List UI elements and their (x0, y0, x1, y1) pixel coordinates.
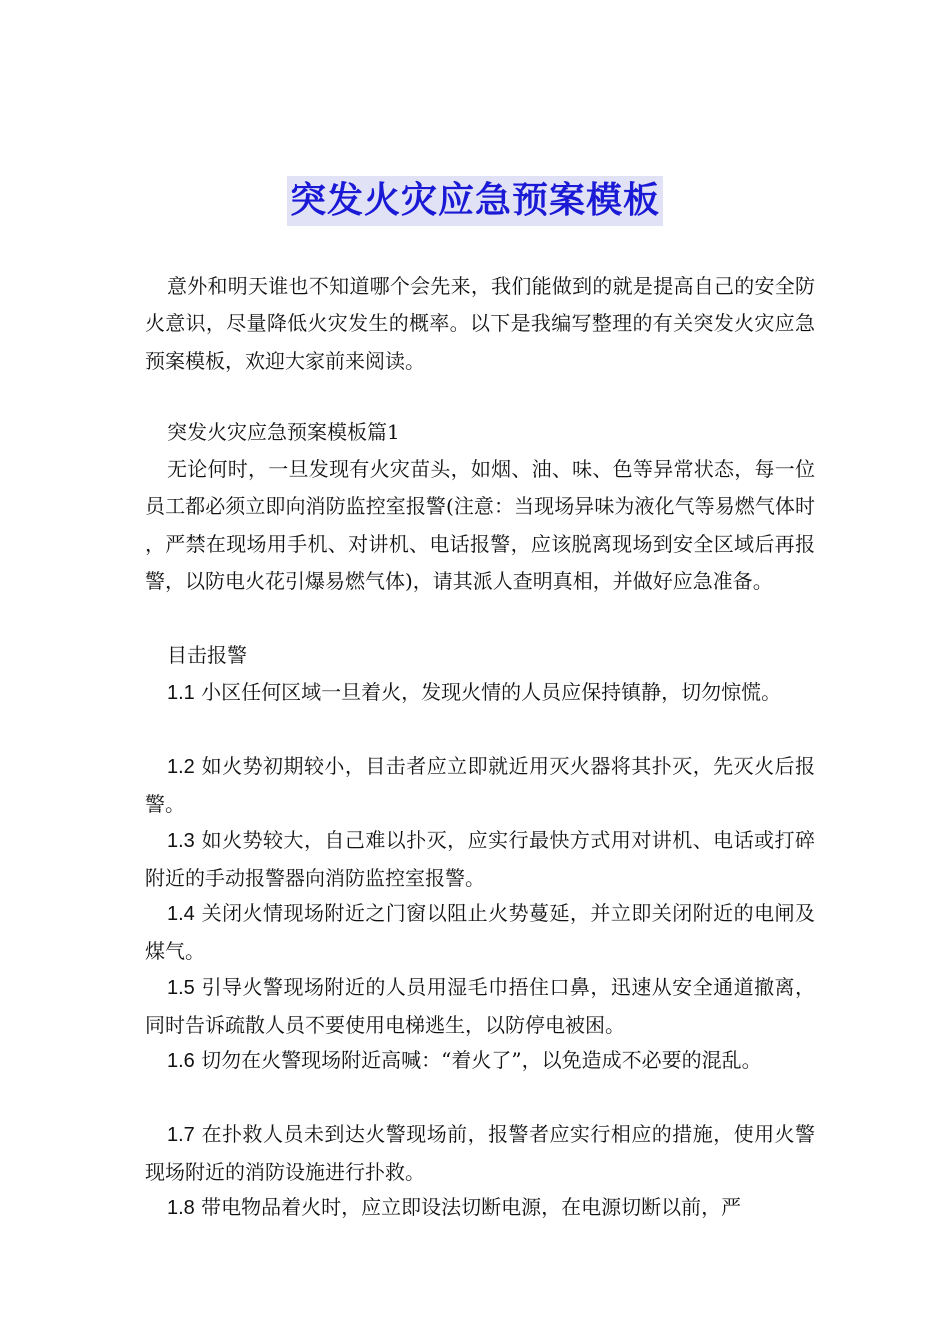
item-number: 1.6 (167, 1050, 195, 1072)
item-text: 切勿在火警现场附近高喊：“着火了”，以免造成不必要的混乱。 (201, 1048, 762, 1072)
list-item (145, 895, 815, 971)
sub-heading: 目击报警 (167, 643, 247, 667)
item-number: 1.1 (167, 682, 195, 704)
item-text: 在扑救人员未到达火警现场前，报警者应实行相应的措施，使用火警现场附近的消防设施进行扑救。 (145, 1122, 816, 1185)
item-text: 关闭火情现场附近之门窗以阻止火势蔓延，并立即关闭附近的电闸及煤气。 (145, 901, 816, 964)
list-item (145, 674, 815, 712)
list-item (145, 822, 815, 898)
item-number: 1.8 (167, 1197, 195, 1219)
intro-paragraph: 意外和明天谁也不知道哪个会先来，我们能做到的就是提高自己的安全防火意识，尽量降低火灾发生的概率。以下是我编写整理的有关突发火灾应急预案模板，欢迎大家前来阅读。 (145, 274, 815, 373)
item-text: 如火势较大，自己难以扑灭，应实行最快方式用对讲机、电话或打碎附近的手动报警器向消防监控室报警。 (145, 828, 816, 891)
item-number: 1.5 (167, 977, 195, 999)
section-heading: 突发火灾应急预案模板篇1 (167, 420, 400, 444)
item-number: 1.4 (167, 903, 195, 925)
list-item (145, 1116, 815, 1192)
item-number: 1.2 (167, 756, 195, 778)
list-item (145, 1189, 815, 1227)
item-text: 如火势初期较小，目击者应立即就近用灭火器将其扑灭，先灭火后报警。 (145, 754, 816, 817)
title-container (0, 176, 950, 226)
item-number: 1.3 (167, 830, 195, 852)
item-text: 带电物品着火时，应立即设法切断电源，在电源切断以前，严 (201, 1195, 742, 1219)
list-item (145, 1042, 815, 1080)
item-text: 引导火警现场附近的人员用湿毛巾捂住口鼻，迅速从安全通道撤离，同时告诉疏散人员不要使用电梯逃生，以防停电被困。 (145, 975, 816, 1038)
item-text: 小区任何区域一旦着火，发现火情的人员应保持镇静，切勿惊慌。 (201, 680, 782, 704)
list-item (145, 748, 815, 824)
item-number: 1.7 (167, 1124, 195, 1146)
paragraph-1: 无论何时，一旦发现有火灾苗头，如烟、油、味、色等异常状态，每一位员工都必须立即向消防监控室报警(注意：当现场异味为液化气等易燃气体时，严禁在现场用手机、对讲机、电话报警，应该脱离现场到安全区域后再报警，以防电火花引爆易燃气体)，请其派人查明真相，并做好应急准备。 (145, 457, 815, 593)
document-title: 突发火灾应急预案模板 (287, 176, 663, 226)
list-item (145, 969, 815, 1045)
